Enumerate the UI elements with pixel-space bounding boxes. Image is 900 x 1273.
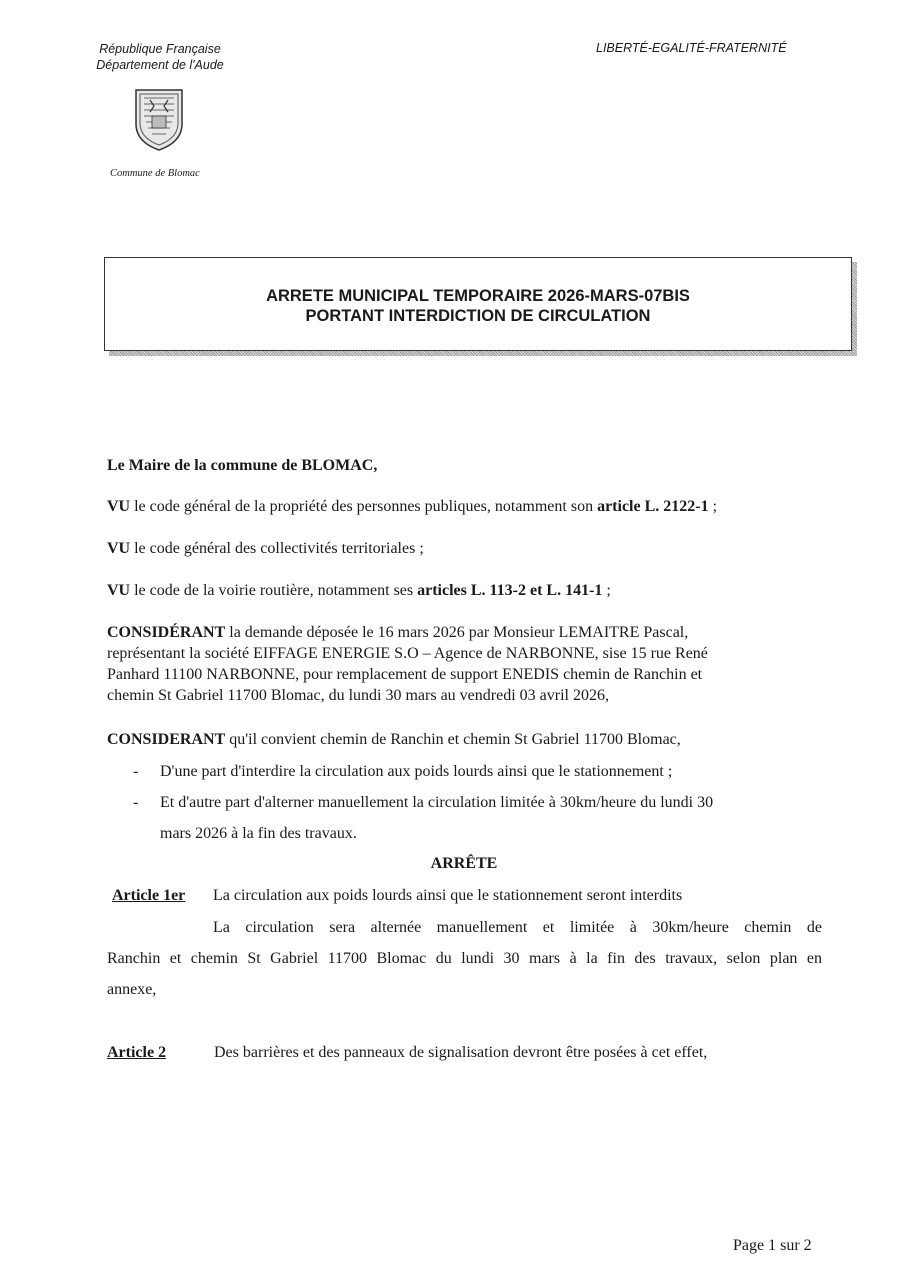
page-number: Page 1 sur 2 <box>733 1237 812 1254</box>
arrete-heading: ARRÊTE <box>430 855 498 872</box>
vu-3: VU le code de la voirie routière, notamment ses articles L. 113-2 et L. 141-1 ; <box>107 582 611 599</box>
motto: LIBERTÉ-EGALITÉ-FRATERNITÉ <box>596 41 787 55</box>
vu-1: VU le code général de la propriété des personnes publiques, notamment son article L. 2122-1 ; <box>107 498 718 515</box>
title-shadow-bottom <box>109 351 857 356</box>
bullet-dash-1: - <box>133 763 139 780</box>
considerant-1: CONSIDÉRANT la demande déposée le 16 mars 2026 par Monsieur LEMAITRE Pascal, représentant la société EIFFAGE ENERGIE S.O – Agence de NARBONNE, sise 15 rue René Panhard 11100 NARBONNE, pour remplacement de support ENEDIS chemin de Ranchin et chemin St Gabriel 11700 Blomac, du lundi 30 mars au vendredi 03 avril 2026, <box>107 624 708 704</box>
article-2-text: Des barrières et des panneaux de signalisation devront être posées à cet effet, <box>214 1044 708 1061</box>
bullet-2: Et d'autre part d'alterner manuellement la circulation limitée à 30km/heure du lundi 30 mars 2026 à la fin des travaux. <box>160 794 714 842</box>
bullet-1: D'une part d'interdire la circulation aux poids lourds ainsi que le stationnement ; <box>160 763 673 780</box>
article-1-line-1: La circulation aux poids lourds ainsi que le stationnement seront interdits <box>213 887 683 904</box>
title-line-1: ARRETE MUNICIPAL TEMPORAIRE 2026-MARS-07BIS <box>266 287 690 305</box>
departement-label: Département de l'Aude <box>96 58 224 72</box>
bullet-dash-2: - <box>133 794 139 811</box>
article-1-line-2: La circulation sera alternée manuellement et limitée à 30km/heure chemin de <box>213 919 822 936</box>
coat-of-arms-icon <box>132 86 186 154</box>
republique-label: République Française <box>99 42 221 56</box>
title-shadow-right <box>852 262 857 356</box>
vu-2: VU le code général des collectivités territoriales ; <box>107 540 424 557</box>
header-left <box>60 41 260 73</box>
commune-caption: Commune de Blomac <box>110 168 200 179</box>
considerant-2: CONSIDERANT qu'il convient chemin de Ranchin et chemin St Gabriel 11700 Blomac, <box>107 731 681 748</box>
title-line-2: PORTANT INTERDICTION DE CIRCULATION <box>305 307 651 325</box>
article-1-line-3: Ranchin et chemin St Gabriel 11700 Blomac du lundi 30 mars à la fin des travaux, selon plan en <box>107 950 822 967</box>
article-2-label: Article 2 <box>107 1044 167 1061</box>
article-1-label: Article 1er <box>112 887 186 904</box>
mayor-heading: Le Maire de la commune de BLOMAC, <box>107 457 378 474</box>
article-1-line-4: annexe, <box>107 981 157 998</box>
